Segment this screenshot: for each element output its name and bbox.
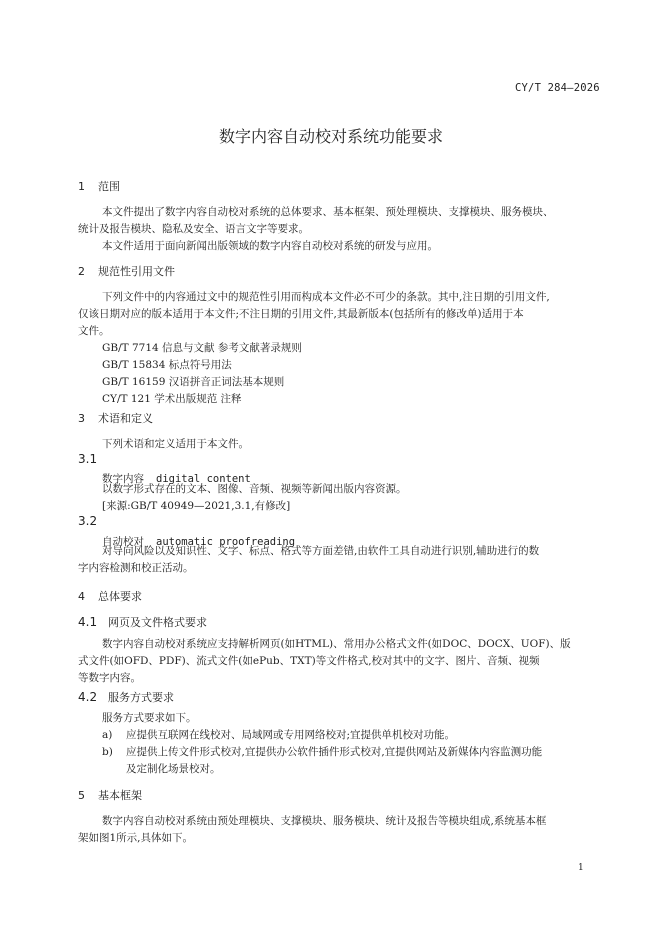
section-2-heading bbox=[78, 263, 175, 279]
section-number: 1 bbox=[78, 180, 85, 193]
term-3-1-source: [来源:GB/T 40949—2021,3.1,有修改] bbox=[102, 500, 291, 512]
section-3-intro: 下列术语和定义适用于本文件。 bbox=[102, 438, 249, 450]
section-title: 规范性引用文件 bbox=[98, 265, 175, 278]
section-number: 5 bbox=[78, 789, 85, 802]
paragraph-line: 本文件提出了数字内容自动校对系统的总体要求、基本框架、预处理模块、支撑模块、服务模块、 bbox=[102, 206, 554, 218]
paragraph-line: 架如图1所示,具体如下。 bbox=[78, 832, 194, 844]
subsection-title: 网页及文件格式要求 bbox=[108, 616, 207, 629]
term-3-2-number: 3.2 bbox=[78, 514, 98, 528]
doc-title: 数字内容自动校对系统功能要求 bbox=[218, 127, 443, 146]
section-title: 范围 bbox=[98, 180, 120, 193]
list-item bbox=[78, 744, 606, 761]
page-number: 1 bbox=[578, 863, 584, 873]
section-5-heading bbox=[78, 787, 142, 803]
subsection-4-2-body bbox=[78, 710, 606, 778]
paragraph-line: 对导向风险以及知识性、文字、标点、格式等方面差错,由软件工具自动进行识别,辅助进行的数 bbox=[102, 545, 540, 557]
subsection-4-2-heading bbox=[78, 689, 174, 705]
paragraph-line: 等数字内容。 bbox=[78, 672, 141, 684]
list-marker: a) bbox=[102, 729, 113, 741]
term-english: digital content bbox=[156, 473, 251, 485]
reference-item: GB/T 7714 信息与文献 参考文献著录规则 bbox=[102, 342, 302, 354]
reference-item: GB/T 15834 标点符号用法 bbox=[102, 359, 232, 371]
paragraph-line: 式文件(如OFD、PDF)、流式文件(如ePub、TXT)等文件格式,校对其中的文字、图片、音频、视频 bbox=[78, 655, 540, 667]
term-3-1-definition: 以数字形式存在的文本、图像、音频、视频等新闻出版内容资源。 bbox=[102, 483, 407, 495]
paragraph-line: 数字内容自动校对系统由预处理模块、支撑模块、服务模块、统计及报告等模块组成,系统基本框 bbox=[102, 815, 547, 827]
subsection-4-1-heading bbox=[78, 614, 207, 630]
standard-code: CY/T 284—2026 bbox=[515, 82, 600, 94]
term-3-1-number: 3.1 bbox=[78, 452, 98, 466]
term-english: automatic proofreading bbox=[156, 536, 296, 548]
reference-item: GB/T 16159 汉语拼音正词法基本规则 bbox=[102, 376, 285, 388]
paragraph-line: 数字内容自动校对系统应支持解析网页(如HTML)、常用办公格式文件(如DOC、DOCX、UOF)、版 bbox=[102, 638, 571, 650]
section-2-body bbox=[78, 289, 606, 408]
section-1-body bbox=[78, 204, 606, 255]
section-4-heading bbox=[78, 588, 142, 604]
term-chinese: 自动校对 bbox=[102, 536, 144, 548]
paragraph-line: 仅该日期对应的版本适用于本文件;不注日期的引用文件,其最新版本(包括所有的修改单)适用于本 bbox=[78, 308, 524, 320]
list-item-text: 应提供互联网在线校对、局域网或专用网络校对;宜提供单机校对功能。 bbox=[126, 729, 456, 741]
section-3-heading bbox=[78, 410, 153, 426]
section-1-heading bbox=[78, 178, 120, 194]
subsection-title: 服务方式要求 bbox=[108, 691, 174, 704]
list-marker: b) bbox=[102, 746, 113, 758]
subsection-number: 4.1 bbox=[78, 615, 98, 629]
paragraph-line: 本文件适用于面向新闻出版领域的数字内容自动校对系统的研发与应用。 bbox=[102, 240, 438, 252]
paragraph-line: 下列文件中的内容通过文中的规范性引用而构成本文件必不可少的条款。其中,注日期的引用文件, bbox=[102, 291, 550, 303]
section-title: 总体要求 bbox=[98, 590, 142, 603]
section-title: 术语和定义 bbox=[98, 412, 153, 425]
paragraph-line: 服务方式要求如下。 bbox=[102, 712, 197, 724]
section-number: 3 bbox=[78, 412, 85, 425]
subsection-4-1-body bbox=[78, 636, 606, 687]
list-item-text: 应提供上传文件形式校对,宜提供办公软件插件形式校对,宜提供网站及新媒体内容监测功能 bbox=[126, 746, 543, 758]
section-5-body bbox=[78, 813, 606, 847]
list-item bbox=[78, 727, 606, 744]
paragraph-line: 统计及报告模块、隐私及安全、语言文字等要求。 bbox=[78, 223, 309, 235]
section-title: 基本框架 bbox=[98, 789, 142, 802]
section-number: 4 bbox=[78, 590, 85, 603]
paragraph-line: 字内容检测和校正活动。 bbox=[78, 562, 194, 574]
reference-item: CY/T 121 学术出版规范 注释 bbox=[102, 393, 242, 405]
term-chinese: 数字内容 bbox=[102, 473, 144, 485]
subsection-number: 4.2 bbox=[78, 690, 98, 704]
section-number: 2 bbox=[78, 265, 85, 278]
paragraph-line: 及定制化场景校对。 bbox=[126, 763, 221, 775]
paragraph-line: 文件。 bbox=[78, 325, 110, 337]
term-3-2-definition bbox=[78, 543, 606, 577]
